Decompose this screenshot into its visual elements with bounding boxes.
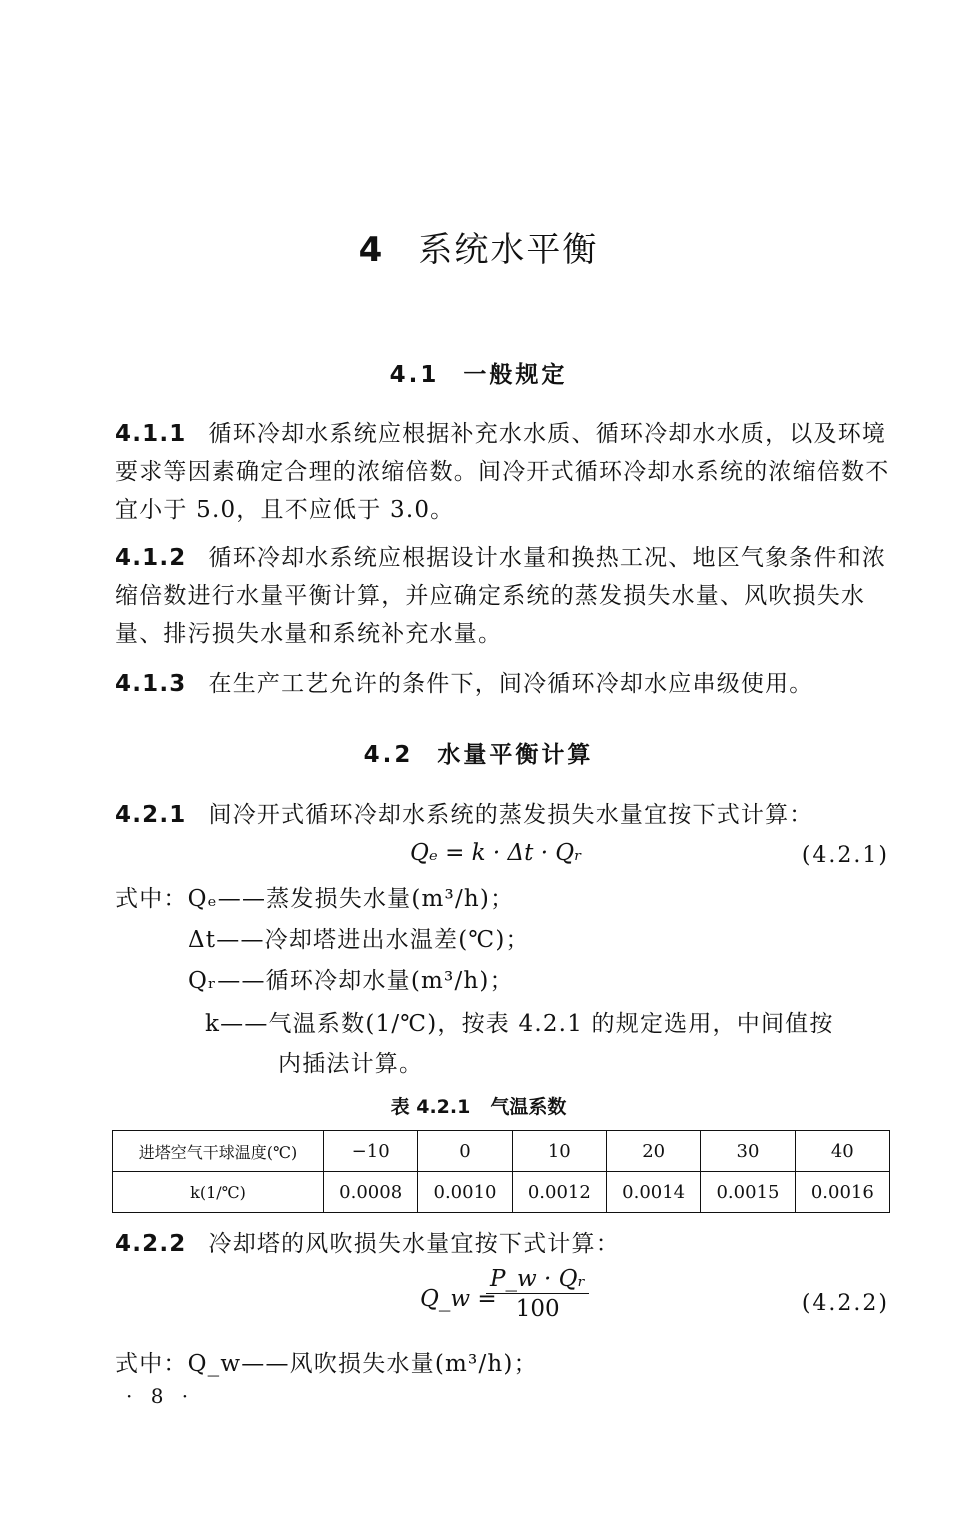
clause-4-2-2 — [115, 1225, 893, 1263]
table-title-text: 气温系数 — [490, 1096, 567, 1118]
definition-qr: Qᵣ——循环冷却水量(m³/h)； — [188, 968, 514, 994]
clause-text: 在生产工艺允许的条件下，间冷循环冷却水应串级使用。 — [208, 671, 814, 697]
table-cell: 40 — [795, 1131, 889, 1172]
table-number: 表 4.2.1 — [390, 1096, 471, 1118]
table-cell: 0.0015 — [701, 1172, 795, 1213]
table-cell: 0.0010 — [418, 1172, 512, 1213]
table-cell: 0 — [418, 1131, 512, 1172]
section-title-text: 一般规定 — [463, 362, 568, 388]
where-label: 式中： — [115, 886, 188, 912]
clause-number: 4.1.2 — [115, 545, 187, 571]
table-cell: 10 — [512, 1131, 606, 1172]
row-header-k: k(1/℃) — [113, 1172, 324, 1213]
clause-4-1-2 — [115, 539, 893, 653]
formula-number-4-2-2: (4.2.2) — [801, 1291, 889, 1316]
section-title-text: 水量平衡计算 — [437, 742, 594, 768]
clause-4-2-1 — [115, 796, 893, 834]
table-cell: 30 — [701, 1131, 795, 1172]
row-header-temperature: 进塔空气干球温度(℃) — [113, 1131, 324, 1172]
clause-text: 间冷开式循环冷却水系统的蒸发损失水量宜按下式计算： — [208, 802, 814, 828]
fraction-denominator: 100 — [515, 1296, 560, 1322]
chapter-title-text: 系统水平衡 — [418, 230, 599, 270]
air-temperature-coefficient-table — [112, 1130, 890, 1213]
formula-number-4-2-1: (4.2.1) — [801, 843, 889, 868]
definition-delta-t: Δt——冷却塔进出水温差(℃)； — [188, 927, 530, 953]
formula-4-2-2-lhs: Q_w = — [420, 1286, 497, 1312]
table-cell: 0.0014 — [606, 1172, 700, 1213]
section-title-4-1 — [0, 356, 957, 389]
page-number: · 8 · — [126, 1384, 195, 1408]
clause-4-1-1 — [115, 415, 893, 529]
clause-text: 循环冷却水系统应根据设计水量和换热工况、地区气象条件和浓缩倍数进行水量平衡计算，并应确定系统的蒸发损失水量、风吹损失水量、排污损失水量和系统补充水量。 — [115, 545, 887, 647]
where-block-4-2-1 — [115, 880, 514, 913]
definition-qe: Qₑ——蒸发损失水量(m³/h)； — [187, 886, 515, 912]
table-cell: −10 — [324, 1131, 418, 1172]
table-cell: 0.0008 — [324, 1172, 418, 1213]
clause-number: 4.1.1 — [115, 421, 187, 447]
where-block-4-2-2 — [115, 1345, 538, 1378]
clause-number: 4.1.3 — [115, 671, 187, 697]
clause-number: 4.2.1 — [115, 802, 187, 828]
table-title — [0, 1092, 957, 1119]
section-number: 4.2 — [363, 742, 414, 768]
definition-k-cont: 内插法计算。 — [278, 1051, 424, 1077]
table-cell: 20 — [606, 1131, 700, 1172]
formula-4-2-2-fraction — [486, 1266, 589, 1322]
section-number: 4.1 — [389, 362, 440, 388]
where-label: 式中： — [115, 1351, 188, 1377]
chapter-number: 4 — [358, 230, 385, 270]
definition-qw: Q_w——风吹损失水量(m³/h)； — [187, 1351, 538, 1377]
table-cell: 0.0012 — [512, 1172, 606, 1213]
clause-text: 冷却塔的风吹损失水量宜按下式计算： — [208, 1231, 620, 1257]
clause-number: 4.2.2 — [115, 1231, 187, 1257]
table-row — [113, 1172, 890, 1213]
table-cell: 0.0016 — [795, 1172, 889, 1213]
definition-k: k——气温系数(1/℃)，按表 4.2.1 的规定选用，中间值按 — [205, 1011, 834, 1037]
table-row — [113, 1131, 890, 1172]
formula-4-2-1: Qₑ = k · Δt · Qᵣ — [410, 840, 583, 866]
clause-4-1-3 — [115, 665, 893, 703]
clause-text: 循环冷却水系统应根据补充水水质、循环冷却水水质，以及环境要求等因素确定合理的浓缩倍数。间冷开式循环冷却水系统的浓缩倍数不宜小于 5.0，且不应低于 3.0。 — [115, 421, 890, 523]
fraction-numerator: P_w · Qᵣ — [486, 1266, 589, 1294]
section-title-4-2 — [0, 736, 957, 769]
chapter-title — [0, 222, 957, 271]
